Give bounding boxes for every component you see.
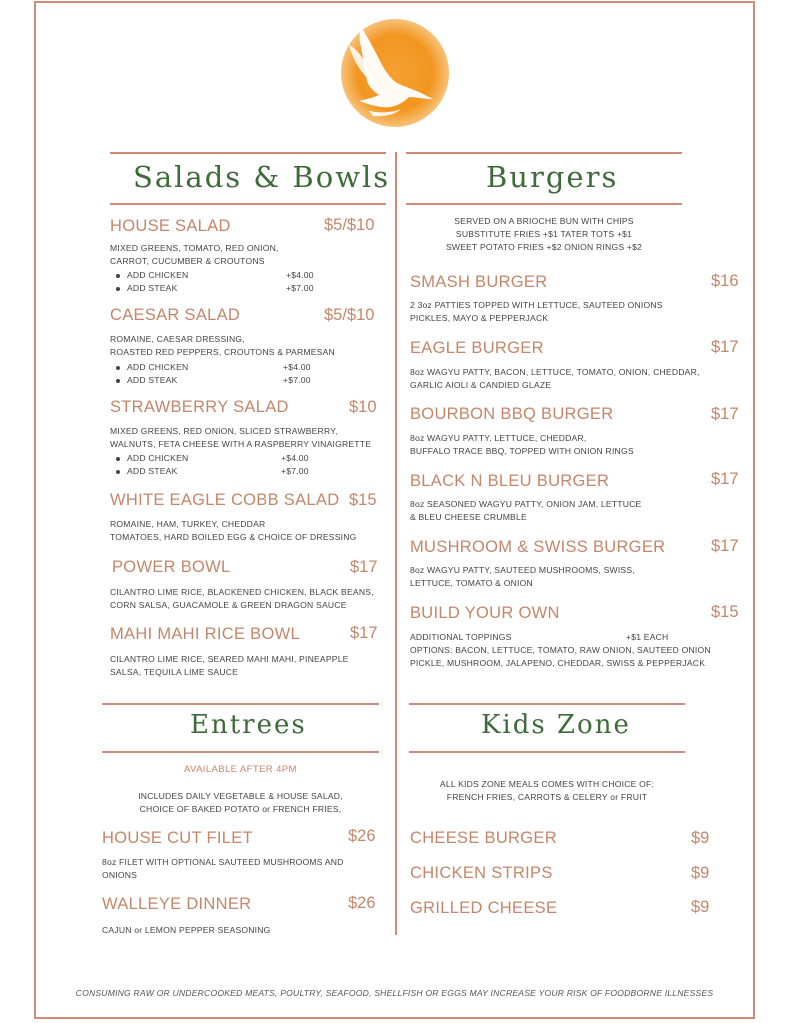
kids-rule-top [409, 703, 685, 705]
price-power-bowl: $17 [350, 558, 378, 576]
price-house-cut-filet: $26 [348, 827, 376, 845]
price-walleye-dinner: $26 [348, 894, 376, 912]
price-black-n-bleu-burger: $17 [711, 470, 739, 488]
section-title-burgers: Burgers [486, 160, 619, 194]
item-house-salad: HOUSE SALAD [110, 217, 231, 235]
desc-power-bowl: CILANTRO LIME RICE, BLACKENED CHICKEN, BLACK BEANS, CORN SALSA, GUACAMOLE & GREEN DRAGON SAUCE [110, 587, 374, 610]
item-cobb-salad: WHITE EAGLE COBB SALAD [110, 491, 340, 509]
price-cheese-burger: $9 [691, 829, 710, 847]
section-title-kids: Kids Zone [481, 710, 631, 740]
salads-rule-top [110, 152, 386, 154]
price-cobb-salad: $15 [349, 491, 377, 509]
item-mahi-mahi-bowl: MAHI MAHI RICE BOWL [110, 625, 300, 643]
price-house-salad: $5/$10 [324, 216, 375, 234]
desc-build-your-own: OPTIONS: BACON, LETTUCE, TOMATO, RAW ONION, SAUTEED ONION PICKLE, MUSHROOM, JALAPENO, CHEDDAR, SWISS & PEPPERJACK [410, 645, 711, 668]
desc-eagle-burger: 8oz WAGYU PATTY, BACON, LETTUCE, TOMATO, ONION, CHEDDAR, GARLIC AIOLI & CANDIED GLAZE [410, 367, 700, 390]
desc-strawberry-salad: MIXED GREENS, RED ONION, SLICED STRAWBERRY, WALNUTS, FETA CHEESE WITH A RASPBERRY VINAIGRETTE [110, 426, 372, 449]
entrees-availability: AVAILABLE AFTER 4PM [184, 764, 297, 775]
item-walleye-dinner: WALLEYE DINNER [102, 895, 252, 913]
price-mushroom-swiss-burger: $17 [711, 537, 739, 555]
item-bourbon-bbq-burger: BOURBON BBQ BURGER [410, 405, 614, 423]
item-smash-burger: SMASH BURGER [410, 273, 548, 291]
item-house-cut-filet: HOUSE CUT FILET [102, 829, 253, 847]
desc-mahi-mahi-bowl: CILANTRO LIME RICE, SEARED MAHI MAHI, PINEAPPLE SALSA, TEQUILA LIME SAUCE [110, 654, 349, 677]
price-bourbon-bbq-burger: $17 [711, 405, 739, 423]
entrees-rule-top [102, 703, 379, 705]
kids-rule-bottom [409, 751, 685, 753]
item-black-n-bleu-burger: BLACK N BLEU BURGER [410, 472, 610, 490]
item-chicken-strips: CHICKEN STRIPS [410, 864, 553, 882]
item-grilled-cheese: GRILLED CHEESE [410, 899, 558, 917]
item-build-your-own: BUILD YOUR OWN [410, 604, 560, 622]
salads-rule-bottom [110, 203, 386, 205]
price-smash-burger: $16 [711, 272, 739, 290]
desc-cobb-salad: ROMAINE, HAM, TURKEY, CHEDDAR TOMATOES, HARD BOILED EGG & CHOICE OF DRESSING [110, 519, 357, 542]
desc-walleye-dinner: CAJUN or LEMON PEPPER SEASONING [102, 925, 271, 935]
extra-price-build-your-own: +$1 EACH [626, 632, 669, 642]
eagle-sun-logo-icon [339, 17, 451, 129]
desc-bourbon-bbq-burger: 8oz WAGYU PATTY, LETTUCE, CHEDDAR, BUFFALO TRACE BBQ, TOPPED WITH ONION RINGS [410, 433, 634, 456]
price-caesar-salad: $5/$10 [324, 306, 375, 324]
desc-mushroom-swiss-burger: 8oz WAGYU PATTY, SAUTEED MUSHROOMS, SWISS, LETTUCE, TOMATO & ONION [410, 565, 635, 588]
item-power-bowl: POWER BOWL [112, 558, 231, 576]
item-eagle-burger: EAGLE BURGER [410, 339, 544, 357]
desc-black-n-bleu-burger: 8oz SEASONED WAGYU PATTY, ONION JAM, LETTUCE & BLEU CHEESE CRUMBLE [410, 499, 642, 522]
item-strawberry-salad: STRAWBERRY SALAD [110, 398, 289, 416]
kids-note: ALL KIDS ZONE MEALS COMES WITH CHOICE OF: FRENCH FRIES, CARROTS & CELERY or FRUIT [439, 779, 655, 802]
burgers-rule-top [406, 152, 682, 154]
section-title-entrees: Entrees [190, 710, 307, 740]
burgers-note: SERVED ON A BRIOCHE BUN WITH CHIPS SUBSTITUTE FRIES +$1 TATER TOTS +$1 SWEET POTATO FRIES +$2 ONION RINGS +$2 [445, 216, 643, 252]
price-grilled-cheese: $9 [691, 898, 710, 916]
price-strawberry-salad: $10 [349, 398, 377, 416]
item-cheese-burger: CHEESE BURGER [410, 829, 557, 847]
section-title-salads: Salads & Bowls [133, 160, 391, 194]
burgers-rule-bottom [406, 203, 682, 205]
item-caesar-salad: CAESAR SALAD [110, 306, 241, 324]
price-chicken-strips: $9 [691, 864, 710, 882]
item-mushroom-swiss-burger: MUSHROOM & SWISS BURGER [410, 538, 666, 556]
price-build-your-own: $15 [711, 603, 739, 621]
entrees-rule-bottom [102, 751, 379, 753]
desc-house-cut-filet: 8oz FILET WITH OPTIONAL SAUTEED MUSHROOMS AND ONIONS [102, 857, 344, 880]
desc-smash-burger: 2 3oz PATTIES TOPPED WITH LETTUCE, SAUTEED ONIONS PICKLES, MAYO & PEPPERJACK [410, 300, 663, 323]
foodborne-disclaimer: CONSUMING RAW OR UNDERCOOKED MEATS, POULTRY, SEAFOOD, SHELLFISH OR EGGS MAY INCREASE YOUR RISK OF FOODBORNE ILLNESSES [75, 988, 714, 998]
extra-build-your-own: ADDITIONAL TOPPINGS [410, 632, 512, 642]
price-eagle-burger: $17 [711, 338, 739, 356]
price-mahi-mahi-bowl: $17 [350, 624, 378, 642]
desc-caesar-salad: ROMAINE, CAESAR DRESSING, ROASTED RED PEPPERS, CROUTONS & PARMESAN [110, 334, 335, 357]
column-divider [395, 152, 397, 935]
entrees-note: INCLUDES DAILY VEGETABLE & HOUSE SALAD, CHOICE OF BAKED POTATO or FRENCH FRIES, [138, 791, 343, 814]
desc-house-salad: MIXED GREENS, TOMATO, RED ONION, CARROT, CUCUMBER & CROUTONS [110, 243, 279, 266]
